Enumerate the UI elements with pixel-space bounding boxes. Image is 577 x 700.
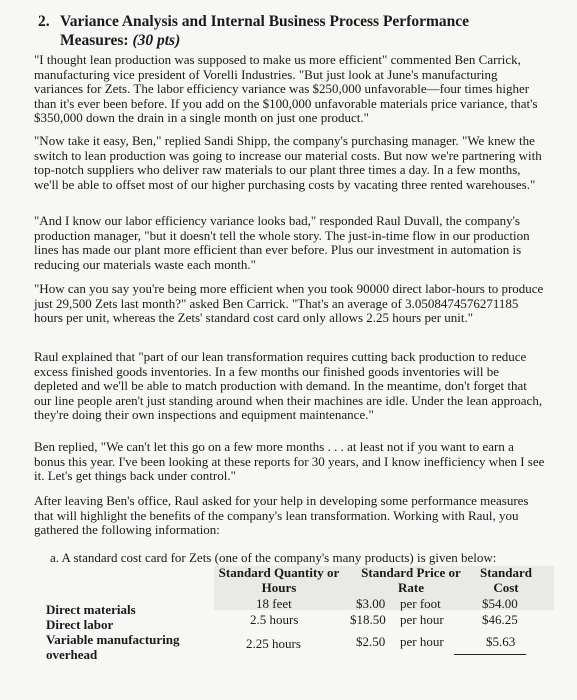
section-title: Variance Analysis and Internal Business Process Performance [60,13,470,30]
unit-direct-materials: per foot [400,596,441,611]
section-number: 2. [38,13,50,30]
qty-variable-overhead: 2.25 hours [246,636,301,651]
price-direct-materials: $3.00 [356,596,386,611]
row-label-direct-materials: Direct materials [46,602,136,617]
unit-variable-overhead: per hour [400,634,444,649]
header-standard-price: Standard Price or Rate [361,565,461,595]
cost-variable-overhead: $5.63 [486,634,516,649]
cost-direct-labor: $46.25 [482,612,518,627]
cost-card-intro: a. A standard cost card for Zets (one of the company's many products) is given below: [50,550,497,565]
points-label: (30 pts) [132,32,181,49]
unit-direct-labor: per hour [400,612,444,627]
row-label-variable-overhead: Variable manufacturing overhead [46,632,180,662]
total-underline [454,654,526,655]
qty-direct-labor: 2.5 hours [250,612,299,627]
paragraph-raul-explanation: Raul explained that "part of our lean transformation requires cutting back production to reduce excess finished goods inventories. In a few months our finished goods inventories will be depleted and we'll be able to match production with demand. In the meantime, don't forget that our line people aren't just standing around when their machines are idle. Under the lean approach, they're doing their own inspections and equipment maintenance." [34,349,543,423]
paragraph-carrick-intro: "I thought lean production was supposed to make us more efficient" commented Ben Carrick, manufacturing vice president of Vorelli Industries. "But just look at June's manufacturing variances for Zets. The labor efficiency variance was $250,000 unfavorable—four times higher than it's ever been before. If you add on the $100,000 unfavorable materials price variance, that's $350,000 down the drain in a single month on just one product." [34,52,538,126]
row-label-direct-labor: Direct labor [46,617,114,632]
paragraph-shipp-reply: "Now take it easy, Ben," replied Sandi Shipp, the company's purchasing manager. "We knew the switch to lean production was going to increase our material costs. But now we're partnering with top-notch suppliers who deliver raw materials to our plant three times a day. In a few months, we'll be able to offset most of our higher purchasing costs by vacating three rented warehouses." [34,133,542,192]
paragraph-ben-reply: Ben replied, "We can't let this go on a few more months . . . at least not if you want to earn a bonus this year. I've been looking at these reports for 30 years, and I know inefficiency when I see it. Let's get things back under control." [34,439,545,484]
price-direct-labor: $18.50 [350,612,386,627]
cost-direct-materials: $54.00 [482,596,518,611]
paragraph-carrick-question: "How can you say you're being more efficient when you took 90000 direct labor-hours to produce just 29,500 Zets last month?" asked Ben Carrick. "That's an average of 3.0508474576271185 hours per unit, whereas the Zets' standard cost card only allows 2.25 hours per unit." [34,281,544,326]
paragraph-duvall-response: "And I know our labor efficiency variance looks bad," responded Raul Duvall, the company's production manager, "but it doesn't tell the whole story. The just-in-time flow in our production lines has made our plant more efficient than ever before. Plus our investment in automation is reducing our materials waste each month." [34,213,530,272]
paragraph-raul-help: After leaving Ben's office, Raul asked for your help in developing some performance measures that will highlight the benefits of the company's lean transformation. Working with Raul, you gathered the following information: [34,493,529,538]
header-standard-cost: Standard Cost [479,565,533,595]
section-heading [38,12,558,50]
measures-label: Measures: [60,32,129,49]
price-variable-overhead: $2.50 [356,634,386,649]
header-standard-quantity: Standard Quantity or Hours [218,565,340,595]
qty-direct-materials: 18 feet [256,596,292,611]
